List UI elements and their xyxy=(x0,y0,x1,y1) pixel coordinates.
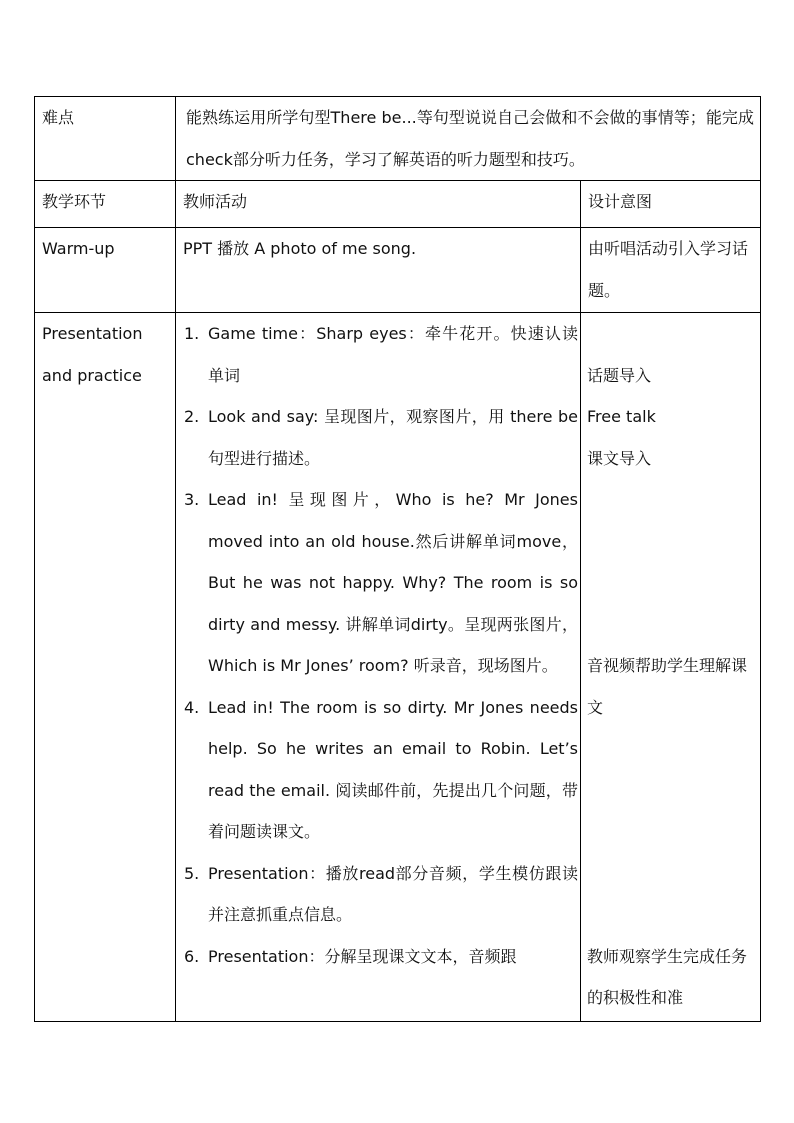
list-item xyxy=(184,853,580,936)
step-number: 5. xyxy=(184,863,200,883)
header-row xyxy=(35,181,761,228)
step-number: 2. xyxy=(184,407,200,426)
presentation-activity-cell xyxy=(176,313,581,1022)
list-item xyxy=(184,687,580,853)
intent-observation: 教师观察学生完成任务的积极性和准 xyxy=(587,946,748,1007)
step-text: Lead in! The room is so dirty. Mr Jones needs help. So he writes an email to Robin. Let’s read the email. 阅读邮件前，先提出几个问题，带着问题读课文。 xyxy=(208,697,578,841)
header-intent: 设计意图 xyxy=(588,192,653,211)
header-stage: 教学环节 xyxy=(42,192,107,211)
step-text: Presentation：分解呈现课文文本，音频跟 xyxy=(208,946,517,966)
warmup-row xyxy=(35,228,761,313)
warmup-activity: PPT 播放 A photo of me song. xyxy=(183,239,417,258)
list-item xyxy=(184,396,580,479)
step-number: 4. xyxy=(184,697,200,717)
difficulty-content-cell xyxy=(176,97,761,181)
step-number: 6. xyxy=(184,946,200,966)
presentation-intent-cell xyxy=(581,313,761,1022)
step-text: Presentation：播放read部分音频，学生模仿跟读并注意抓重点信息。 xyxy=(208,863,578,924)
warmup-intent-cell xyxy=(581,228,761,313)
list-item xyxy=(184,936,580,978)
warmup-intent: 由听唱活动引入学习话题。 xyxy=(588,239,749,300)
intent-free-talk: Free talk xyxy=(587,407,656,426)
header-cell-activity xyxy=(176,181,581,228)
step-text: Game time：Sharp eyes：牵牛花开。快速认读单词 xyxy=(208,324,578,385)
header-activity: 教师活动 xyxy=(183,192,248,211)
difficulty-label-cell xyxy=(35,97,176,181)
presentation-row xyxy=(35,313,761,1022)
lesson-plan-table xyxy=(34,96,761,1022)
step-text: Look and say: 呈现图片，观察图片，用 there be 句型进行描述。 xyxy=(208,407,578,468)
header-cell-stage xyxy=(35,181,176,228)
presentation-stage-cell xyxy=(35,313,176,1022)
intent-text-lead: 课文导入 xyxy=(587,448,652,468)
activity-steps-list xyxy=(184,313,580,977)
warmup-stage: Warm-up xyxy=(42,239,115,258)
difficulty-text: 能熟练运用所学句型There be...等句型说说自己会做和不会做的事情等；能完成check部分听力任务，学习了解英语的听力题型和技巧。 xyxy=(186,108,754,169)
list-item xyxy=(184,313,580,396)
list-item xyxy=(184,479,580,687)
warmup-stage-cell xyxy=(35,228,176,313)
header-cell-intent xyxy=(581,181,761,228)
difficulty-row xyxy=(35,97,761,181)
step-number: 3. xyxy=(184,490,200,509)
presentation-stage: Presentation and practice xyxy=(42,324,143,385)
presentation-intent-column xyxy=(581,313,760,1019)
step-text: Lead in! 呈现图片，Who is he? Mr Jones moved into an old house.然后讲解单词move， But he was not happy. Why? The room is so dirty and messy. 讲解单词dirty。呈现两张图片， Which is Mr Jones’ room? 听录音，现场图片。 xyxy=(208,490,578,675)
difficulty-label: 难点 xyxy=(42,108,75,127)
step-number: 1. xyxy=(184,324,200,343)
intent-av-help: 音视频帮助学生理解课文 xyxy=(587,656,748,717)
intent-topic-lead: 话题导入 xyxy=(587,365,652,385)
warmup-activity-cell xyxy=(176,228,581,313)
